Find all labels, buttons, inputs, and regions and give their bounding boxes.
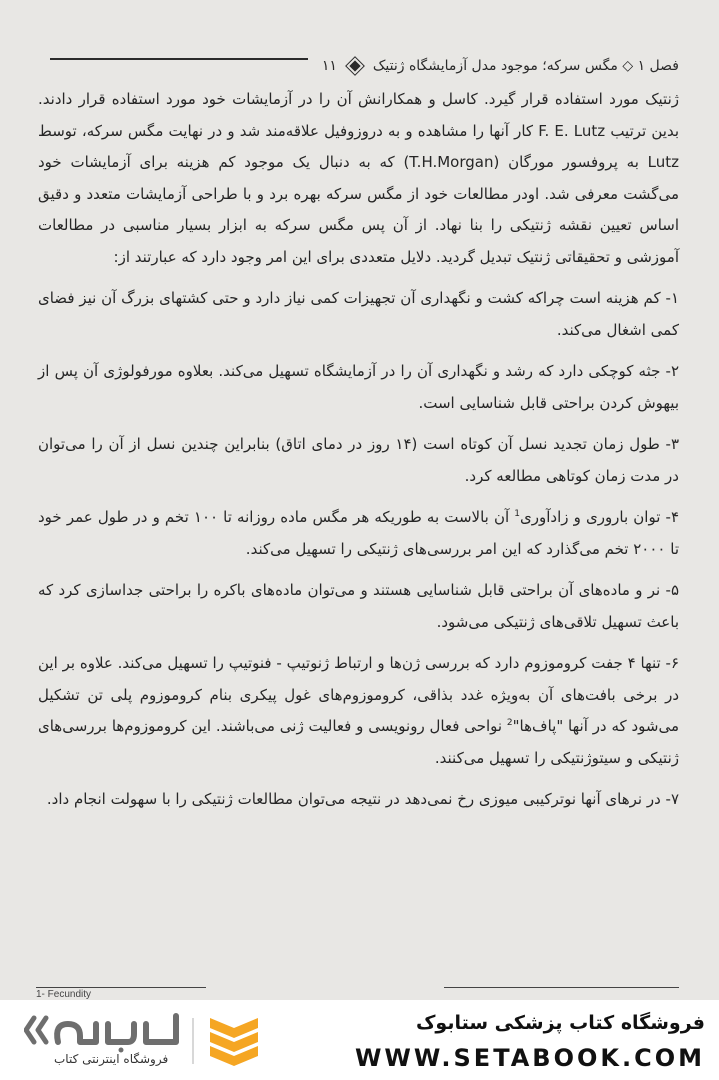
reason-5-paragraph: ۵- نر و ماده‌های آن براحتی قابل شناسایی هستند و می‌توان ماده‌های باکره را براحتی جداسازی کرد که باعث تسهیل تلاقی‌های ژنتیکی می‌شود.	[38, 581, 679, 631]
setabook-chevron-logo-icon	[206, 1014, 262, 1068]
setabook-wordmark-logo	[24, 1010, 184, 1054]
reason-4-start: ۴- توان باروری و زادآوری	[520, 508, 679, 526]
header-rule	[50, 58, 308, 60]
footnote-text: 1- Fecundity	[36, 989, 92, 1000]
store-name: فروشگاه کتاب پزشکی ستابوک	[415, 1012, 705, 1034]
running-title: فصل ۱ ◇ مگس سرکه؛ موجود مدل آزمایشگاه ژنتیک	[372, 58, 679, 74]
logo-divider	[192, 1018, 194, 1064]
reason-6-paragraph	[38, 648, 679, 774]
page-body	[38, 84, 679, 826]
footnote-marker-1: 1	[514, 509, 520, 519]
reason-6-rest: نواحی فعال رونویسی و فعالیت ژنی می‌باشند. این کروموزوم‌ها بررسی‌های ژنتیکی و سیتوژنتیکی را تسهیل می‌کنند.	[38, 717, 679, 767]
diamond-ornament-icon	[349, 60, 360, 71]
footnote-marker-2: 2	[506, 718, 513, 728]
page-number: ۱۱	[321, 58, 337, 74]
reason-4-rest: آن بالاست به طوریکه هر مگس ماده روزانه تا ۱۰۰ تخم و در طول عمر خود تا ۲۰۰۰ تخم می‌گذارد که این امر بررسی‌های ژنتیکی را تسهیل می‌کند.	[38, 508, 679, 558]
logo-tagline: فروشگاه اینترنتی کتاب	[54, 1052, 169, 1066]
store-url[interactable]: WWW.SETABOOK.COM	[354, 1044, 705, 1072]
reason-1-paragraph: ۱- کم هزینه است چراکه کشت و نگهداری آن تجهیزات کمی نیاز دارد و حتی کشتهای بزرگ آن نیز فضای کمی اشغال می‌کند.	[38, 289, 679, 339]
page-header	[36, 52, 679, 80]
reason-2-paragraph: ۲- جثه کوچکی دارد که رشد و نگهداری آن را در آزمایشگاه تسهیل می‌کند. بعلاوه مورفولوژی آن پس از بیهوش کردن براحتی قابل شناسایی است.	[38, 362, 679, 412]
running-header	[322, 58, 679, 74]
reason-7-paragraph: ۷- در نرهای آنها نوترکیبی میوزی رخ نمی‌دهد در نتیجه می‌توان مطالعات ژنتیکی را با سهولت انجام داد.	[46, 790, 679, 808]
footnote-rule	[36, 987, 206, 988]
intro-paragraph: ژنتیک مورد استفاده قرار گیرد. کاسل و همکارانش آن را در آزمایشات خود مورد استفاده قرار دادند. بدین ترتیب F. E. Lutz کار آنها را مشاهده و به دروزوفیل علاقه‌مند شد و در نهایت مگس سرکه، توسط Lutz به پروفسور مورگان (T.H.Morgan) که به دنبال یک موجود کم هزینه برای آزمایشات خود می‌گشت معرفی شد. اودر مطالعات خود از مگس سرکه بهره برد و با طراحی آزمایشات متعدد و دقیق اساس تعیین نقشه ژنتیکی را بنا نهاد. از آن پس مگس سرکه به ابزار بسیار مناسبی در مطالعات آموزشی و تحقیقاتی ژنتیک تبدیل گردید. دلایل متعددی برای این امر وجود دارد که عبارتند از:	[38, 90, 680, 266]
reason-3-paragraph: ۳- طول زمان تجدید نسل آن کوتاه است (۱۴ روز در دمای اتاق) بنابراین چندین نسل از آن را می‌توان در مدت زمان کوتاهی مطالعه کرد.	[38, 435, 679, 485]
bottom-rule	[444, 987, 679, 988]
reason-6-start: ۶- تنها ۴ جفت کروموزوم دارد که بررسی ژن‌ها و ارتباط ژنوتیپ - فنوتیپ را تسهیل می‌کند. علاوه بر این در برخی بافت‌های آن به‌ویژه غدد بذاقی، کروموزوم‌های غول پیکری بنام کروموزوم پلی تن تشکیل می‌شود که در آنها "پاف‌ها"	[38, 654, 679, 735]
store-banner	[0, 1000, 719, 1080]
reason-4-paragraph	[38, 502, 679, 565]
